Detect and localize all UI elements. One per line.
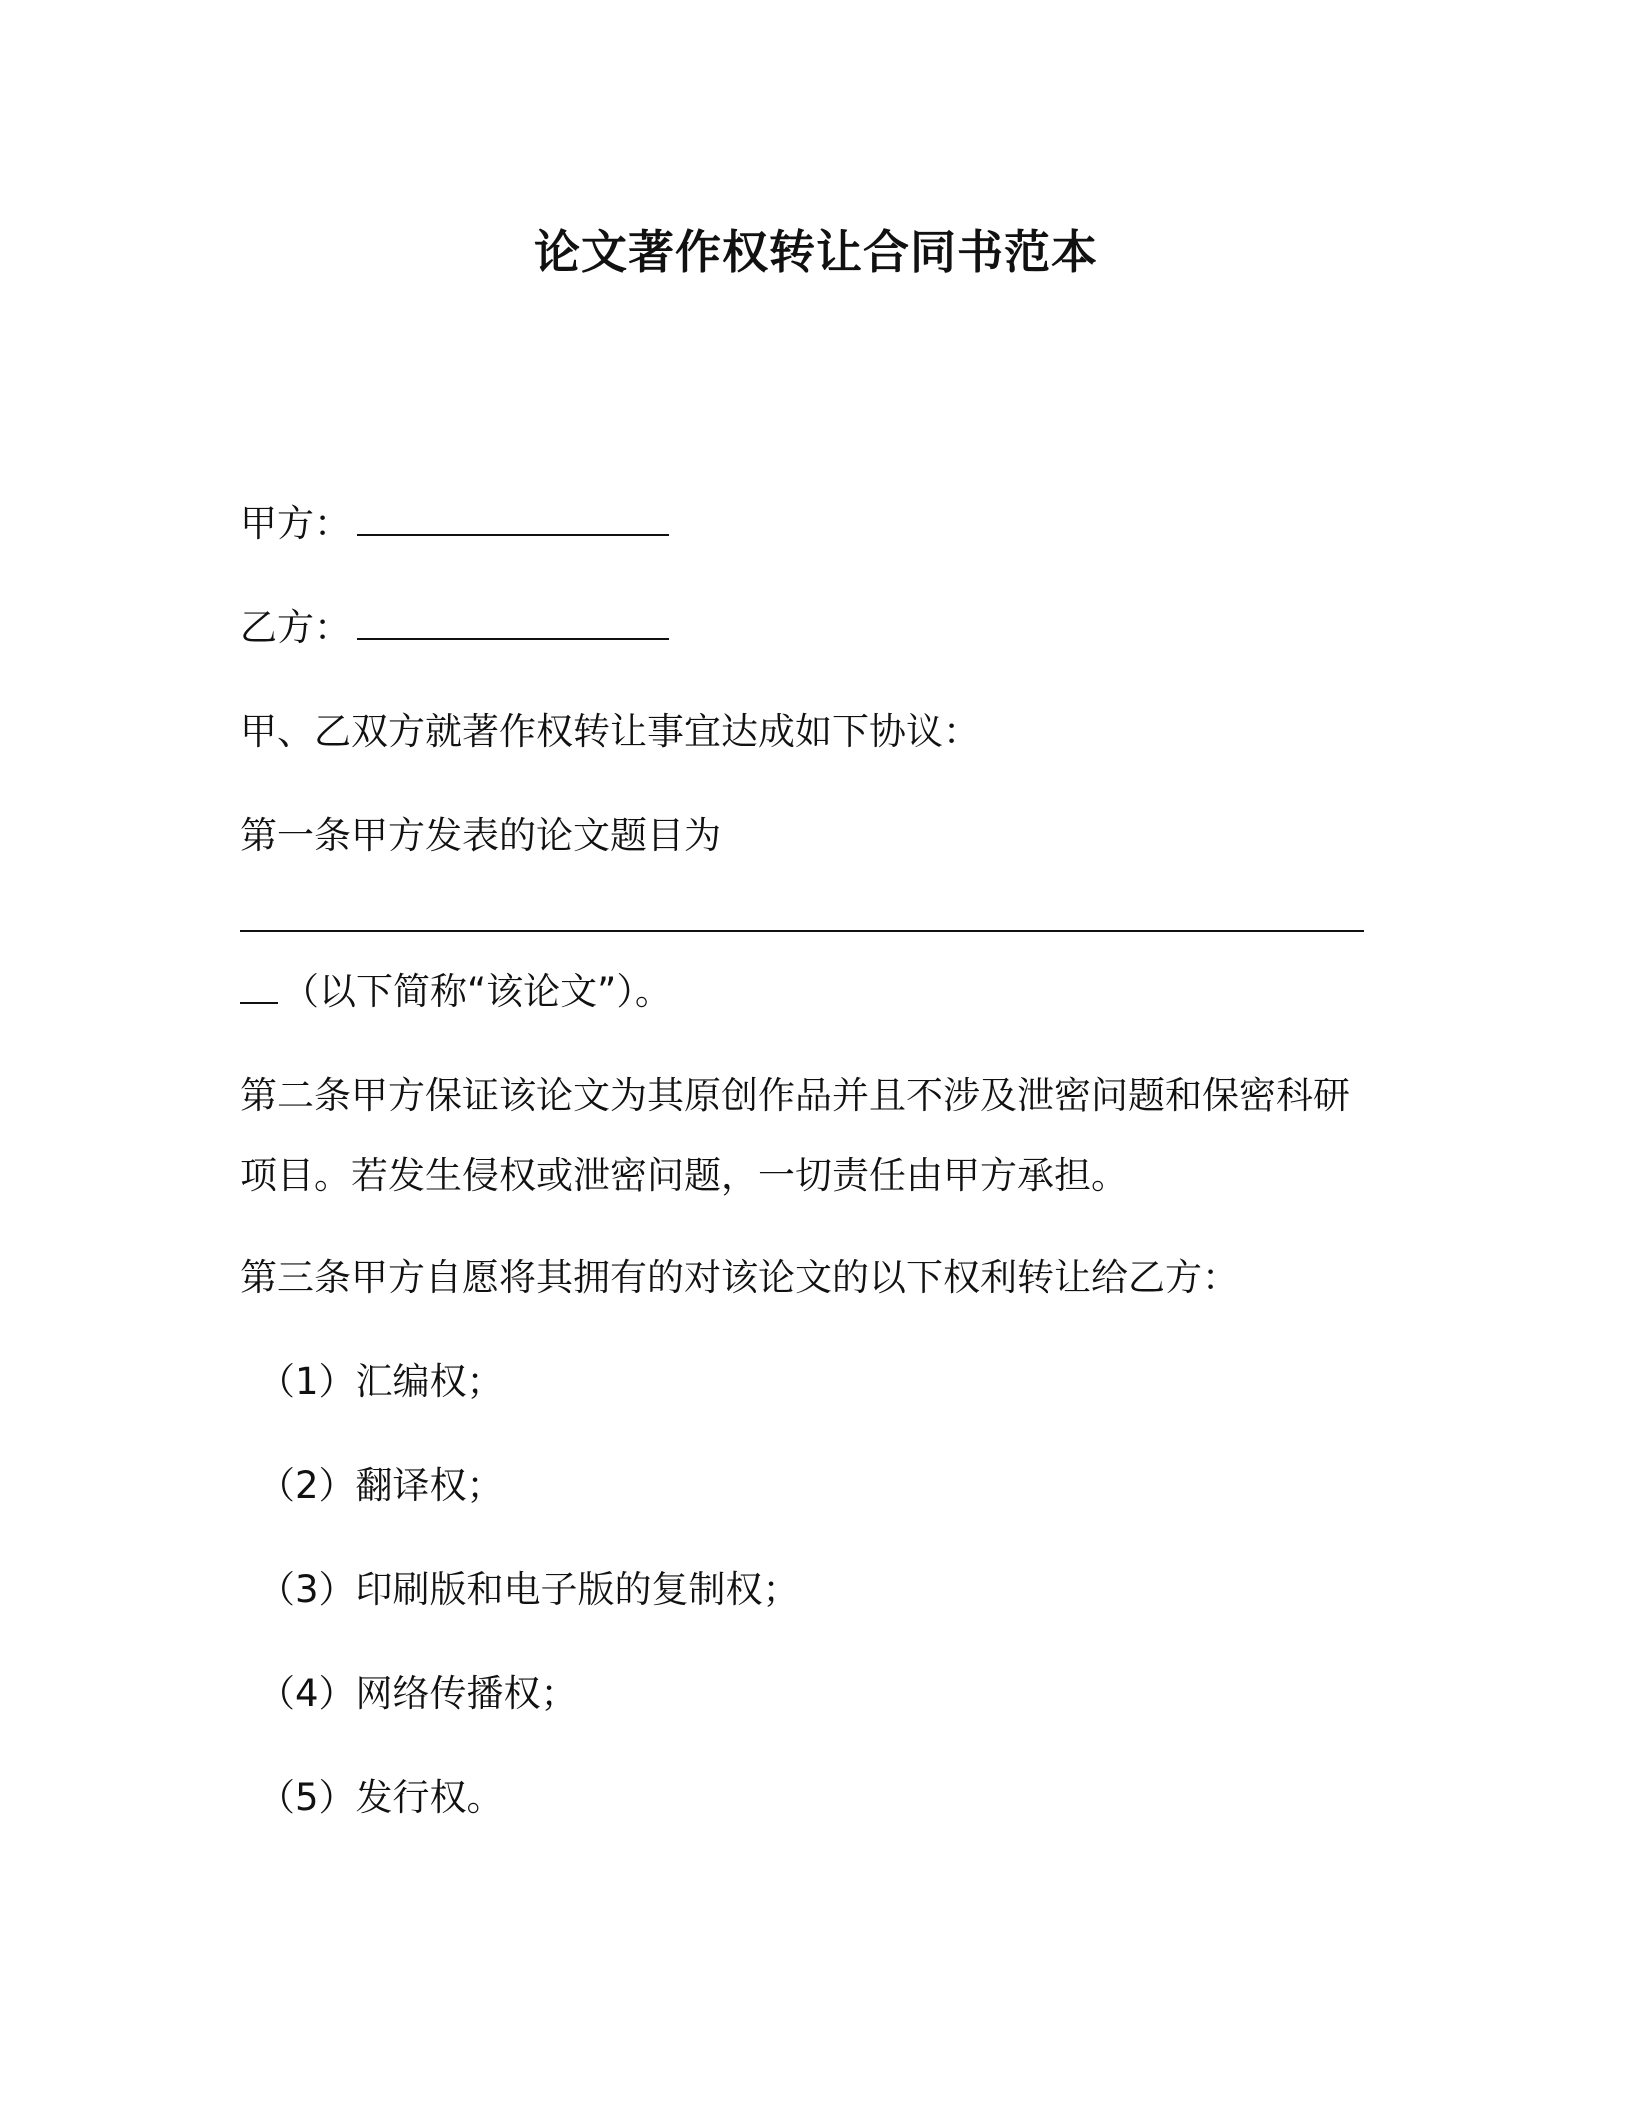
party-a-label: 甲方： bbox=[240, 502, 351, 545]
party-a-line bbox=[240, 498, 669, 550]
rights-list-item: （1）汇编权； bbox=[258, 1360, 504, 1403]
article1-line1: 第一条甲方发表的论文题目为 bbox=[240, 814, 721, 857]
article2-line1: 第二条甲方保证该论文为其原创作品并且不涉及泄密问题和保密科研 bbox=[240, 1074, 1350, 1117]
rights-list-item: （5）发行权。 bbox=[258, 1776, 504, 1819]
article1-abbreviation-text: （以下简称“该论文”）。 bbox=[282, 970, 672, 1013]
party-a-blank bbox=[357, 504, 669, 536]
article1-title-blank-continuation bbox=[240, 972, 278, 1004]
rights-list-item: （4）网络传播权； bbox=[258, 1672, 578, 1715]
intro-paragraph: 甲、乙双方就著作权转让事宜达成如下协议： bbox=[240, 710, 980, 753]
rights-list-item: （2）翻译权； bbox=[258, 1464, 504, 1507]
rights-list-item: （3）印刷版和电子版的复制权； bbox=[258, 1568, 800, 1611]
article2-line2: 项目。若发生侵权或泄密问题，一切责任由甲方承担。 bbox=[240, 1154, 1128, 1197]
party-b-blank bbox=[357, 608, 669, 640]
party-b-label: 乙方： bbox=[240, 606, 351, 649]
article1-title-blank bbox=[240, 930, 1364, 932]
document-title: 论文著作权转让合同书范本 bbox=[534, 225, 1098, 279]
party-b-line bbox=[240, 602, 669, 654]
article1-line3 bbox=[240, 966, 672, 1018]
article3-line1: 第三条甲方自愿将其拥有的对该论文的以下权利转让给乙方： bbox=[240, 1256, 1239, 1299]
